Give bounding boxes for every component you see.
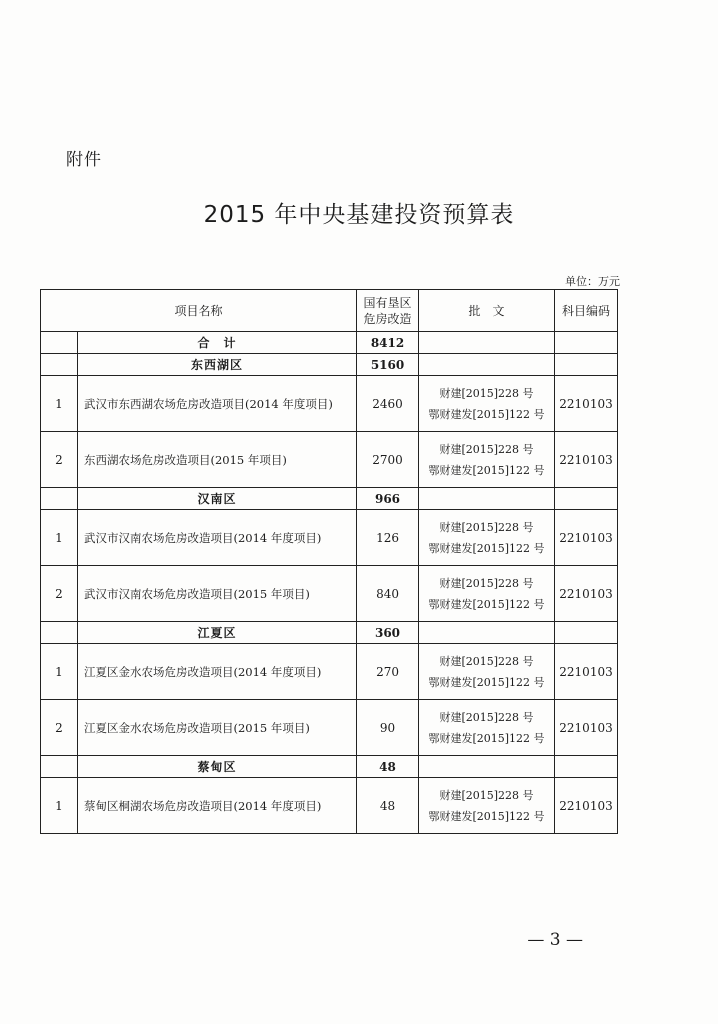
item-project-name: 江夏区金水农场危房改造项目(2015 年项目): [78, 700, 357, 756]
item-amount: 48: [357, 778, 419, 834]
table-row: [41, 778, 618, 834]
attachment-label: 附件: [66, 150, 102, 170]
item-subject-code: 2210103: [555, 376, 618, 432]
item-project-name: 武汉市汉南农场危房改造项目(2014 年度项目): [78, 510, 357, 566]
district-approval-cell: [419, 354, 555, 376]
item-number: 1: [41, 376, 78, 432]
district-row: [41, 756, 618, 778]
district-code-cell: [555, 354, 618, 376]
unit-label: 单位：万元: [565, 275, 620, 288]
item-subject-code: 2210103: [555, 510, 618, 566]
budget-table: [40, 289, 618, 834]
total-amount: 8412: [357, 332, 419, 354]
page-number: — 3 —: [527, 930, 583, 950]
item-subject-code: 2210103: [555, 700, 618, 756]
district-row: [41, 488, 618, 510]
header-approval: 批 文: [419, 290, 555, 332]
district-num-cell: [41, 756, 78, 778]
district-num-cell: [41, 354, 78, 376]
district-num-cell: [41, 488, 78, 510]
approval-doc-provincial: 鄂财建发[2015]122 号: [428, 541, 545, 555]
table-row: [41, 432, 618, 488]
district-amount: 360: [357, 622, 419, 644]
item-number: 2: [41, 700, 78, 756]
item-number: 1: [41, 778, 78, 834]
total-label: 合 计: [78, 332, 357, 354]
item-amount: 2700: [357, 432, 419, 488]
approval-doc-central: 财建[2015]228 号: [439, 520, 534, 534]
district-approval-cell: [419, 622, 555, 644]
total-approval-cell: [419, 332, 555, 354]
item-number: 1: [41, 510, 78, 566]
district-row: [41, 354, 618, 376]
district-amount: 5160: [357, 354, 419, 376]
table-row: [41, 376, 618, 432]
header-code: 科目编码: [555, 290, 618, 332]
item-project-name: 武汉市东西湖农场危房改造项目(2014 年度项目): [78, 376, 357, 432]
item-approval: [419, 644, 555, 700]
total-row: [41, 332, 618, 354]
total-num-cell: [41, 332, 78, 354]
total-code-cell: [555, 332, 618, 354]
item-amount: 840: [357, 566, 419, 622]
item-number: 1: [41, 644, 78, 700]
district-code-cell: [555, 756, 618, 778]
district-row: [41, 622, 618, 644]
approval-doc-provincial: 鄂财建发[2015]122 号: [428, 731, 545, 745]
approval-doc-central: 财建[2015]228 号: [439, 710, 534, 724]
table-header-row: [41, 290, 618, 332]
item-amount: 270: [357, 644, 419, 700]
district-approval-cell: [419, 756, 555, 778]
item-project-name: 蔡甸区桐湖农场危房改造项目(2014 年度项目): [78, 778, 357, 834]
district-name: 汉南区: [78, 488, 357, 510]
district-code-cell: [555, 622, 618, 644]
table-row: [41, 700, 618, 756]
district-name: 东西湖区: [78, 354, 357, 376]
approval-doc-provincial: 鄂财建发[2015]122 号: [428, 407, 545, 421]
item-approval: [419, 566, 555, 622]
item-project-name: 东西湖农场危房改造项目(2015 年项目): [78, 432, 357, 488]
item-amount: 90: [357, 700, 419, 756]
approval-doc-provincial: 鄂财建发[2015]122 号: [428, 463, 545, 477]
table-row: [41, 644, 618, 700]
item-approval: [419, 510, 555, 566]
item-approval: [419, 432, 555, 488]
header-amount-line1: 国有垦区: [363, 295, 412, 310]
item-approval: [419, 376, 555, 432]
header-amount-line2: 危房改造: [363, 311, 412, 326]
header-amount: [357, 290, 419, 332]
approval-doc-central: 财建[2015]228 号: [439, 788, 534, 802]
approval-doc-provincial: 鄂财建发[2015]122 号: [428, 809, 545, 823]
table-row: [41, 566, 618, 622]
item-amount: 126: [357, 510, 419, 566]
item-subject-code: 2210103: [555, 566, 618, 622]
item-approval: [419, 778, 555, 834]
district-amount: 48: [357, 756, 419, 778]
district-approval-cell: [419, 488, 555, 510]
item-subject-code: 2210103: [555, 644, 618, 700]
approval-doc-central: 财建[2015]228 号: [439, 654, 534, 668]
approval-doc-central: 财建[2015]228 号: [439, 386, 534, 400]
item-project-name: 江夏区金水农场危房改造项目(2014 年度项目): [78, 644, 357, 700]
item-approval: [419, 700, 555, 756]
approval-doc-central: 财建[2015]228 号: [439, 576, 534, 590]
district-code-cell: [555, 488, 618, 510]
page-title: 2015 年中央基建投资预算表: [203, 202, 515, 228]
item-project-name: 武汉市汉南农场危房改造项目(2015 年项目): [78, 566, 357, 622]
district-name: 蔡甸区: [78, 756, 357, 778]
district-num-cell: [41, 622, 78, 644]
item-subject-code: 2210103: [555, 432, 618, 488]
item-amount: 2460: [357, 376, 419, 432]
approval-doc-provincial: 鄂财建发[2015]122 号: [428, 675, 545, 689]
header-project-name: 项目名称: [41, 290, 357, 332]
district-amount: 966: [357, 488, 419, 510]
item-number: 2: [41, 566, 78, 622]
approval-doc-provincial: 鄂财建发[2015]122 号: [428, 597, 545, 611]
item-subject-code: 2210103: [555, 778, 618, 834]
item-number: 2: [41, 432, 78, 488]
district-name: 江夏区: [78, 622, 357, 644]
approval-doc-central: 财建[2015]228 号: [439, 442, 534, 456]
table-row: [41, 510, 618, 566]
